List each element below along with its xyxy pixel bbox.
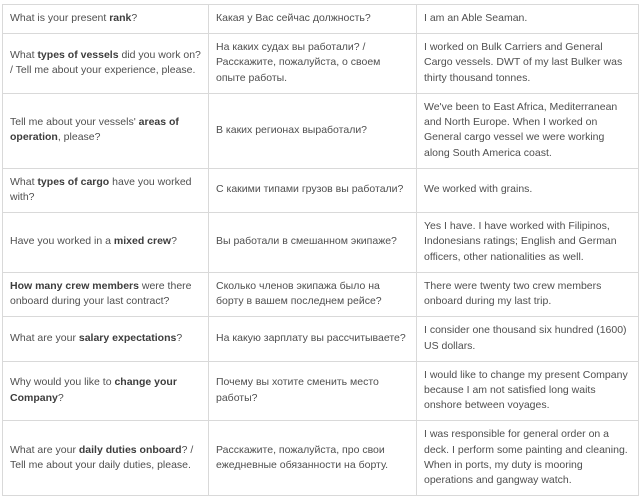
sample-answer-cell: Yes I have. I have worked with Filipinos, Indonesians ratings; English and German officers, other nationalities as well. (417, 213, 639, 273)
table-row (3, 361, 639, 421)
english-question-cell (3, 272, 209, 316)
interview-questions-table (2, 4, 639, 496)
english-question-cell (3, 317, 209, 361)
russian-question-cell: Вы работали в смешанном экипаже? (209, 213, 417, 273)
russian-question-cell: Почему вы хотите сменить место работы? (209, 361, 417, 421)
english-question-text: Why would you like to change your Company? (10, 376, 177, 404)
table-row (3, 93, 639, 168)
russian-question-cell: С какими типами грузов вы работали? (209, 168, 417, 212)
english-question-cell (3, 34, 209, 94)
sample-answer-cell: I consider one thousand six hundred (1600) US dollars. (417, 317, 639, 361)
russian-question-cell: Какая у Вас сейчас должность? (209, 5, 417, 34)
table-body (3, 5, 639, 496)
english-question-text: What types of vessels did you work on? / Tell me about your experience, please. (10, 48, 201, 77)
table-row (3, 34, 639, 94)
english-question-cell (3, 361, 209, 421)
sample-answer-cell: I was responsible for general order on a deck. I perform some painting and cleaning. When in ports, my duty is mooring operations and gangway watch. (417, 421, 639, 496)
table-row (3, 168, 639, 212)
english-question-text: Tell me about your vessels' areas of operation, please? (10, 116, 179, 144)
table-row (3, 421, 639, 496)
table-row (3, 272, 639, 316)
english-question-cell (3, 5, 209, 34)
table-row (3, 317, 639, 361)
sample-answer-cell: I am an Able Seaman. (417, 5, 639, 34)
sample-answer-cell: There were twenty two crew members onboard during my last trip. (417, 272, 639, 316)
english-question-text: What types of cargo have you worked with? (10, 175, 192, 203)
russian-question-cell: На каких судах вы работали? / Расскажите, пожалуйста, о своем опыте работы. (209, 34, 417, 94)
sample-answer-cell: We worked with grains. (417, 168, 639, 212)
table-row (3, 5, 639, 34)
english-question-text: Have you worked in a mixed crew? (10, 235, 177, 248)
sample-answer-cell: I would like to change my present Company because I am not satisfied long waits onshore between voyages. (417, 361, 639, 421)
english-question-text: What is your present rank? (10, 12, 138, 24)
sample-answer-cell: We've been to East Africa, Mediterranean and North Europe. When I worked on General cargo vessel we were working along South America coast. (417, 93, 639, 168)
russian-question-cell: Сколько членов экипажа было на борту в вашем последнем рейсе? (209, 272, 417, 316)
english-question-cell (3, 213, 209, 273)
russian-question-cell: В каких регионах выработали? (209, 93, 417, 168)
english-question-text: What are your salary expectations? (10, 331, 183, 344)
english-question-cell (3, 168, 209, 212)
english-question-text: What are your daily duties onboard? / Tell me about your daily duties, please. (10, 443, 194, 471)
sample-answer-cell: I worked on Bulk Carriers and General Cargo vessels. DWT of my last Bulker was thirty thousand tonnes. (417, 34, 639, 94)
english-question-text: How many crew members were there onboard during your last contract? (10, 279, 192, 308)
russian-question-cell: На какую зарплату вы рассчитываете? (209, 317, 417, 361)
russian-question-cell: Расскажите, пожалуйста, про свои ежедневные обязанности на борту. (209, 421, 417, 496)
english-question-cell (3, 421, 209, 496)
english-question-cell (3, 93, 209, 168)
table-row (3, 213, 639, 273)
